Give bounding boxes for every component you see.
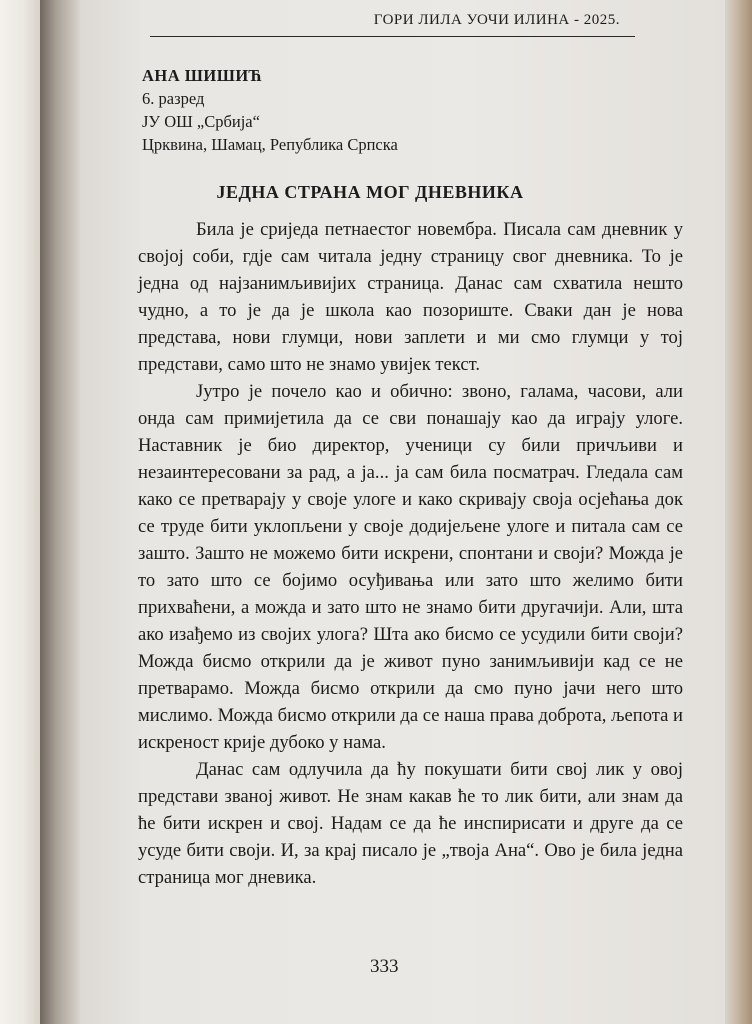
running-header: ГОРИ ЛИЛА УОЧИ ИЛИНА - 2025. xyxy=(373,12,620,28)
author-school: ЈУ ОШ „Србија“ xyxy=(142,112,260,131)
facing-page xyxy=(0,0,40,1024)
story-body xyxy=(138,216,683,891)
paragraph: Данас сам одлучила да ћу покушати бити свој лик у овој представи званој живот. Не знам какав ће то лик бити, али знам да ће бити искрен и свој. Надам се да ће инспирисати и друге да се усуде бити своји. И, за крај писало је „твоја Ана“. Ово је била једна страница мог дневика. xyxy=(138,759,683,888)
author-location: Црквина, Шамац, Република Српска xyxy=(142,135,398,154)
page-edge xyxy=(725,0,752,1024)
story-title: ЈЕДНА СТРАНА МОГ ДНЕВНИКА xyxy=(216,182,524,202)
paragraph: Јутро је почело као и обично: звоно, галама, часови, али онда сам примијетила да се сви понашају као да играју улоге. Наставник је био директор, ученици су били причљиви и незаинтересовани за рад, а ја... ја сам била посматрач. Гледала сам како се претварају у своје улоге и како скривају своја осјећања док се труде бити уклопљени у своје додијељене улоге и питала сам се зашто. Зашто не можемо бити искрени, спонтани и своји? Можда је то зато што се бојимо осуђивања или зато што желимо бити прихваћени, а можда и зато што не знамо бити другачији. Али, шта ако изађемо из својих улога? Шта ако бисмо се усудили бити своји? Можда бисмо открили да је живот пуно занимљивији кад се не претварамо. Можда бисмо открили да смо пуно јачи него што мислимо. Можда бисмо открили да се наша права доброта, љепота и искреност крије дубоко у нама. xyxy=(138,381,683,753)
page-number: 333 xyxy=(370,956,399,977)
paragraph: Била је сриједа петнаестог новембра. Писала сам дневник у својој соби, гдје сам читала једну страницу свог дневника. То је једна од најзанимљивијих страница. Данас сам схватила нешто чудно, а то је да је школа као позориште. Сваки дан је нова представа, нови глумци, нови заплети и ми смо глумци у тој представи, само што не знамо увијек текст. xyxy=(138,219,683,375)
book-page xyxy=(80,0,725,1024)
book-gutter xyxy=(40,0,80,1024)
author-grade: 6. разред xyxy=(142,89,205,108)
author-block xyxy=(142,64,398,156)
header-rule xyxy=(150,36,635,37)
author-name: АНА ШИШИЋ xyxy=(142,66,263,85)
